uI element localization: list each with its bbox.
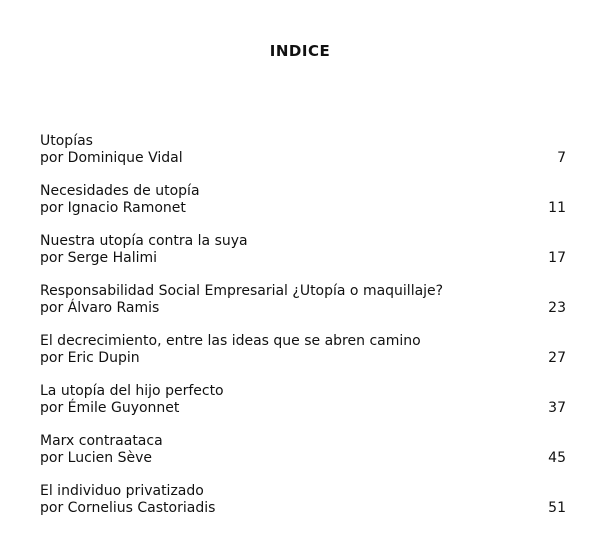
entry-author: por Álvaro Ramis xyxy=(40,300,160,316)
entry-author: por Serge Halimi xyxy=(40,250,158,266)
entry-title: Nuestra utopía contra la suya xyxy=(40,233,248,249)
entry-title: Marx contraataca xyxy=(40,433,163,449)
entry-page-number: 11 xyxy=(548,200,566,216)
table-of-contents xyxy=(40,133,566,533)
entry-author: por Émile Guyonnet xyxy=(40,400,180,416)
entry-author: por Eric Dupin xyxy=(40,350,140,366)
toc-entry xyxy=(40,483,566,533)
entry-title: La utopía del hijo perfecto xyxy=(40,383,224,399)
entry-title: El individuo privatizado xyxy=(40,483,204,499)
toc-entry xyxy=(40,383,566,433)
entry-title: El decrecimiento, entre las ideas que se abren camino xyxy=(40,333,421,349)
toc-entry xyxy=(40,183,566,233)
entry-author: por Lucien Sève xyxy=(40,450,153,466)
entry-page-number: 23 xyxy=(548,300,566,316)
entry-author: por Dominique Vidal xyxy=(40,150,183,166)
entry-page-number: 51 xyxy=(548,500,566,516)
entry-author: por Ignacio Ramonet xyxy=(40,200,186,216)
entry-author: por Cornelius Castoriadis xyxy=(40,500,216,516)
entry-page-number: 7 xyxy=(557,150,566,166)
entry-page-number: 17 xyxy=(548,250,566,266)
entry-title: Responsabilidad Social Empresarial ¿Utopía o maquillaje? xyxy=(40,283,444,299)
entry-title: Utopías xyxy=(40,133,93,149)
toc-entry xyxy=(40,333,566,383)
entry-page-number: 37 xyxy=(548,400,566,416)
toc-entry xyxy=(40,133,566,183)
toc-entry xyxy=(40,283,566,333)
toc-entry xyxy=(40,233,566,283)
entry-title: Necesidades de utopía xyxy=(40,183,200,199)
page-title: INDICE xyxy=(269,42,331,60)
entry-page-number: 27 xyxy=(548,350,566,366)
entry-page-number: 45 xyxy=(548,450,566,466)
toc-entry xyxy=(40,433,566,483)
